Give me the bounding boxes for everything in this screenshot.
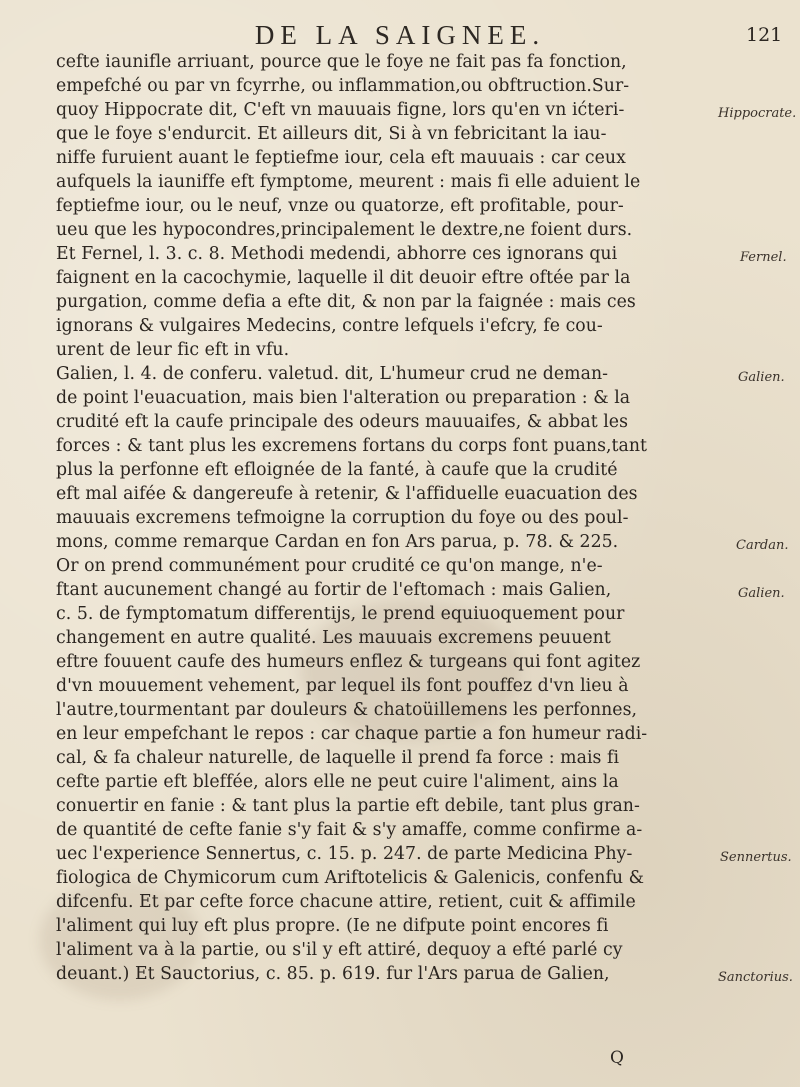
text-line: feptiefme iour, ou le neuf, vnze ou quatorze, eft profitable, pour- — [56, 196, 624, 216]
text-line: mauuais excremens tefmoigne la corruption du foye ou des poul- — [56, 508, 629, 528]
margin-note-galien: Galien. — [738, 370, 785, 385]
text-line: conuertir en fanie : & tant plus la partie eft debile, tant plus gran- — [56, 796, 640, 816]
text-line: ftant aucunement changé au fortir de l'eftomach : mais Galien, — [56, 580, 612, 600]
text-line: niffe furuient auant le feptiefme iour, cela eft mauuais : car ceux — [56, 148, 626, 168]
text-line: Or on prend communément pour crudité ce qu'on mange, n'e- — [56, 556, 603, 576]
text-line: purgation, comme defia a efte dit, & non par la faignée : mais ces — [56, 292, 636, 312]
text-line: de quantité de cefte fanie s'y fait & s'y amaffe, comme confirme a- — [56, 820, 643, 840]
text-line: Et Fernel, l. 3. c. 8. Methodi medendi, abhorre ces ignorans qui — [56, 244, 618, 264]
text-line: quoy Hippocrate dit, C'eft vn mauuais figne, lors qu'en vn ićteri- — [56, 100, 625, 120]
margin-note-cardan: Cardan. — [736, 538, 789, 553]
text-line: l'autre,tourmentant par douleurs & chatoüillemens les perfonnes, — [56, 700, 638, 720]
margin-note-sanctorius: Sanctorius. — [718, 970, 793, 985]
text-line: en leur empefchant le repos : car chaque partie a fon humeur radi- — [56, 724, 648, 744]
text-line: que le foye s'endurcit. Et ailleurs dit, Si à vn febricitant la iau- — [56, 124, 607, 144]
text-line: cal, & fa chaleur naturelle, de laquelle il prend fa force : mais fi — [56, 748, 620, 768]
text-line: d'vn mouuement vehement, par lequel ils font pouffez d'vn lieu à — [56, 676, 629, 696]
text-line: eft mal aifée & dangereufe à retenir, & l'affiduelle euacuation des — [56, 484, 638, 504]
running-title: DE LA SAIGNEE. — [254, 20, 546, 50]
text-line: cefte partie eft bleffée, alors elle ne peut cuire l'aliment, ains la — [56, 772, 619, 792]
text-line: l'aliment qui luy eft plus propre. (Ie ne difpute point encores fi — [56, 916, 609, 936]
catchword: Q — [610, 1048, 624, 1068]
text-line: aufquels la iauniffe eft fymptome, meurent : mais fi elle aduient le — [56, 172, 641, 192]
margin-note-hippocrate: Hippocrate. — [718, 106, 797, 121]
text-line: l'aliment va à la partie, ou s'il y eft attiré, dequoy a efté parlé cy — [56, 940, 623, 960]
text-line: cefte iaunifle arriuant, pource que le foye ne fait pas fa fonction, — [56, 52, 627, 72]
text-line: mons, comme remarque Cardan en fon Ars parua, p. 78. & 225. — [56, 532, 619, 552]
text-line: Galien, l. 4. de conferu. valetud. dit, L'humeur crud ne deman- — [56, 364, 609, 384]
text-line: crudité eft la caufe principale des odeurs mauuaifes, & abbat les — [56, 412, 629, 432]
page-number: 121 — [746, 24, 783, 46]
text-line: difcenfu. Et par cefte force chacune attire, retient, cuit & affimile — [56, 892, 636, 912]
text-line: c. 5. de fymptomatum differentijs, le prend equiuoquement pour — [56, 604, 625, 624]
text-line: faignent en la cacochymie, laquelle il dit deuoir eftre oftée par la — [56, 268, 631, 288]
text-line: empefché ou par vn fcyrrhe, ou inflammation,ou obftruction.Sur- — [56, 76, 630, 96]
text-line: de point l'euacuation, mais bien l'alteration ou preparation : & la — [56, 388, 631, 408]
text-line: uec l'experience Sennertus, c. 15. p. 247. de parte Medicina Phy- — [56, 844, 633, 864]
text-line: ueu que les hypocondres,principalement le dextre,ne foient durs. — [56, 220, 633, 240]
text-line: fiologica de Chymicorum cum Ariftotelicis & Galenicis, confenfu & — [56, 868, 645, 888]
text-line: ignorans & vulgaires Medecins, contre lefquels i'efcry, fe cou- — [56, 316, 603, 336]
margin-note-sennertus: Sennertus. — [720, 850, 792, 865]
text-line: plus la perfonne eft efloignée de la fanté, à caufe que la crudité — [56, 460, 618, 480]
margin-note-galien-2: Galien. — [738, 586, 785, 601]
text-line: changement en autre qualité. Les mauuais excremens peuuent — [56, 628, 611, 648]
text-line: urent de leur fic eft in vfu. — [56, 340, 290, 360]
text-line: forces : & tant plus les excremens fortans du corps font puans,tant — [56, 436, 648, 456]
text-line: eftre fouuent caufe des humeurs enflez & turgeans qui font agitez — [56, 652, 641, 672]
text-line: deuant.) Et Sauctorius, c. 85. p. 619. fur l'Ars parua de Galien, — [56, 964, 610, 984]
margin-note-fernel: Fernel. — [740, 250, 787, 265]
